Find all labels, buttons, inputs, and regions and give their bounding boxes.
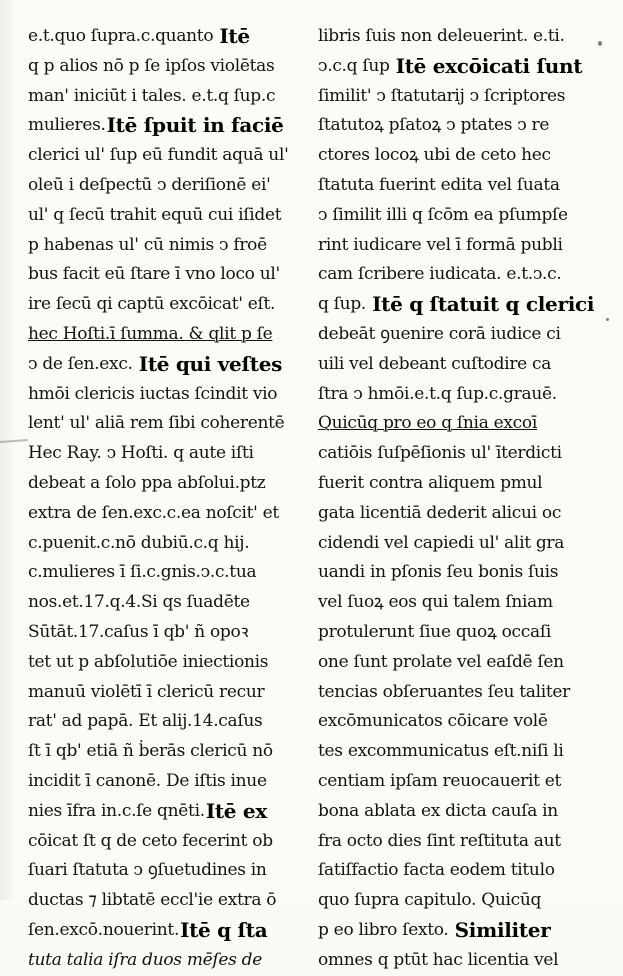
text-line: cam ſcribere iudicata. e.t.ↄ.c.	[318, 264, 562, 285]
text-line: omnes q ptūt hac licentia vel	[318, 949, 559, 970]
text-line: lent' ul' aliā rem ſibi coherentē	[28, 413, 285, 434]
paragraph-mark: Itē excōicati ſunt	[395, 53, 583, 78]
paragraph-mark: Similiter	[454, 917, 551, 942]
text-line: nies īfra in.c.ſe qnēti.Itē ex	[28, 797, 300, 827]
text-line: one ſunt prolate vel eaſdē ſen	[318, 651, 564, 672]
text-line: debeat a ſolo ppa abſolui.ptz	[28, 472, 266, 493]
text-line: e.t.quo ſupra.c.quanto Itē	[28, 22, 300, 52]
text-line: fuerit contra aliquem pmul	[318, 472, 543, 493]
text-column-left	[28, 22, 300, 976]
text-line: rint iudicare vel ī formā publi	[318, 234, 563, 255]
text-line: bus facit eū ſtare ī vno loco ul'	[28, 264, 280, 285]
text-line: p eo libro ſexto. Similiter	[318, 916, 601, 946]
text-line: q ſup. Itē q ſtatuit q clerici	[318, 290, 601, 320]
text-line: ↄ.c.q ſup Itē excōicati ſunt	[318, 52, 601, 82]
text-line: Hec Ray. ↄ Hoſti. q aute iſti	[28, 443, 254, 464]
left-edge-shadow	[0, 0, 16, 900]
text-line: c.puenit.c.nō dubiū.c.q hij.	[28, 532, 250, 553]
text-line: Quicūq pro eo q ſnia excoī	[318, 413, 537, 434]
text-line: incidit ī canonē. De iſtis inue	[28, 770, 267, 791]
text-line: ſtra ↄ hmōi.e.t.q ſup.c.grauē.	[318, 383, 557, 404]
text-line: debeāt ꝯuenire corā iudice ci	[318, 323, 561, 344]
text-line: oleū i deſpectū ↄ deriſionē ei'	[28, 174, 271, 195]
text-line: Sūtāt.17.caſus ī qb' ñ opoꝛ	[28, 621, 249, 642]
text-line: fra octo dies ſint reſtituta aut	[318, 830, 561, 851]
paragraph-mark: Itē ſpuit in faciē	[106, 113, 284, 138]
text-line: ul' q ſecū trahit equū cui iſidet	[28, 204, 282, 225]
text-line: q p alios nō p ſe ipſos violētas	[28, 55, 275, 76]
text-line: ctores locoꝝ ubi de ceto hec	[318, 145, 551, 166]
text-line: bona ablata ex dicta cauſa in	[318, 800, 558, 821]
text-line: ſimilit' ↄ ſtatutarij ↄ ſcriptores	[318, 85, 566, 106]
text-line: tuta talia iſra duos mēſes de	[28, 949, 263, 970]
text-line: ↄ ſimilit illi q ſcōm ea pſumpſe	[318, 204, 568, 225]
text-line: hec Hoſti.ī ſumma. & qlit p ſe	[28, 323, 273, 344]
text-line: p habenas ul' cū nimis ↄ froē	[28, 234, 267, 255]
ink-speck	[606, 318, 609, 321]
text-line: excōmunicatos cōicare volē	[318, 711, 548, 732]
text-line: tet ut p abſolutiōe iniectionis	[28, 651, 269, 672]
paragraph-mark: Itē	[219, 24, 250, 48]
text-line: tes excommunicatus eſt.niſi li	[318, 741, 564, 762]
text-column-right	[318, 22, 601, 976]
paragraph-mark: Itē q ſtatuit q clerici	[372, 292, 595, 317]
text-line: c.mulieres ī ſi.c.gnis.ↄ.c.tua	[28, 562, 257, 583]
paragraph-mark: Itē ex	[205, 798, 267, 823]
text-line: ↄ de ſen.exc. Itē qui veſtes	[28, 350, 300, 380]
text-line: uandi in pſonis ſeu bonis ſuis	[318, 562, 559, 583]
text-line: vel ſuoꝝ eos qui talem ſniam	[318, 592, 553, 613]
text-line: rat' ad papā. Et alij.14.caſus	[28, 711, 263, 732]
text-line: libris ſuis non deleuerint. e.ti.	[318, 26, 565, 46]
text-line: uili vel debeant cuſtodire ca	[318, 353, 552, 374]
text-line: ductas ⁊ libtatē eccl'ie extra ō	[28, 890, 277, 911]
text-line: ſatiſfactio facta eodem titulo	[318, 860, 555, 881]
text-line: hmōi clericis iuctas ſcindit vio	[28, 383, 278, 404]
text-line: gata licentiā dederit alicui oc	[318, 502, 562, 523]
text-line: clerici ul' ſup eū fundit aquā ul'	[28, 145, 289, 166]
text-line: tencias obſeruantes ſeu taliter	[318, 681, 570, 702]
text-line: manuū violētī ī clericū recur	[28, 681, 265, 702]
text-line: protulerunt ſiue quoꝝ occaſi	[318, 621, 551, 642]
text-line: ſtatuta fuerint edita vel ſuata	[318, 174, 560, 195]
text-line: ſen.excō.nouerint.Itē q ſta	[28, 916, 300, 946]
text-line: nos.et.17.q.4.Si qs ſuadēte	[28, 592, 250, 613]
text-line: extra de ſen.exc.c.ea noſcit' et	[28, 502, 279, 523]
paragraph-mark: Itē qui veſtes	[138, 351, 283, 376]
text-line: ſt ī qb' etiā ñ ḃerās clericū nō	[28, 741, 273, 762]
text-line: centiam ipſam reuocauerit et	[318, 770, 562, 791]
text-line: ire ſecū qi captū excōicat' eſt.	[28, 294, 276, 315]
text-line: mulieres.Itē ſpuit in faciē	[28, 111, 300, 141]
text-line: man' iniciūt i tales. e.t.q ſup.c	[28, 85, 276, 106]
paragraph-mark: Itē q ſta	[180, 917, 268, 942]
text-line: ſuari ſtatuta ↄ ꝯſuetudines in	[28, 860, 267, 881]
text-line: cōicat ſt q de ceto fecerint ob	[28, 830, 273, 851]
text-line: quo ſupra capitulo. Quicūq	[318, 890, 542, 911]
text-line: ſtatutoꝝ pſatoꝝ ↄ ptates ↄ re	[318, 115, 550, 136]
text-line: catiōis ſuſpēſionis ul' īterdicti	[318, 443, 562, 464]
text-line: cidendi vel capiedi ul' alit gra	[318, 532, 565, 553]
